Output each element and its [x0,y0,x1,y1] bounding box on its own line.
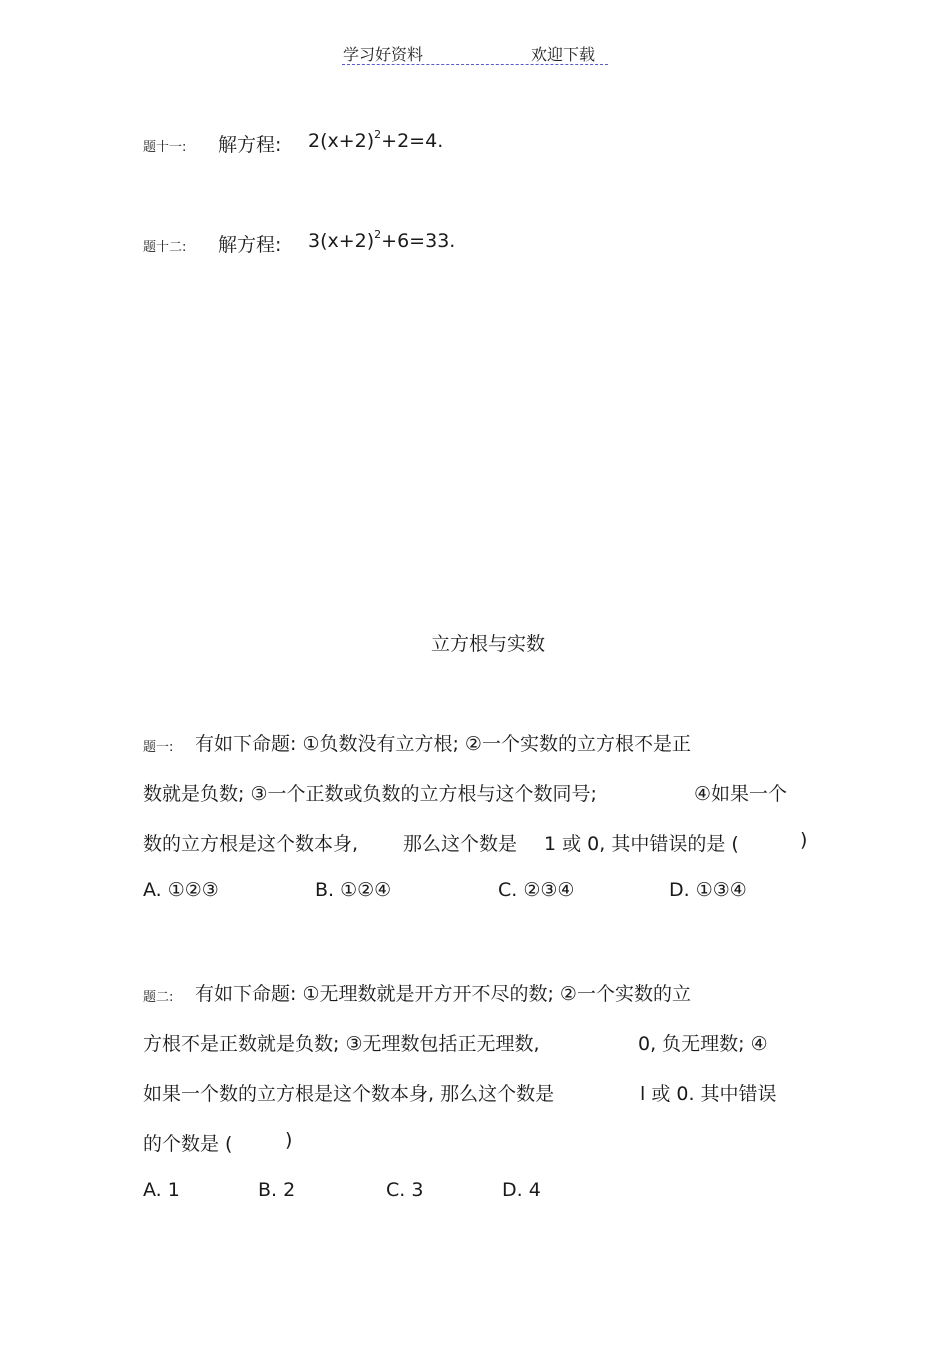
p2-option-d: D. 4 [502,1179,541,1201]
q12-eq-after: +6=33. [381,230,456,252]
p2-option-a: A. 1 [143,1179,180,1201]
q12-equation [308,230,455,252]
q12-label: 题十二: [143,240,187,255]
header-dashed-rule [342,64,608,65]
p2-option-c: C. 3 [386,1179,424,1201]
p2-label: 题二: [143,990,174,1005]
q12-eq-exponent: 2 [374,228,382,241]
p1-label: 题一: [143,740,174,755]
p2-option-b: B. 2 [258,1179,296,1201]
p2-line4a: 的个数是 ( [143,1133,233,1155]
q11-prompt: 解方程: [218,134,282,156]
header-left-text: 学习好资料 [343,45,424,64]
p1-line2a: 数就是负数; ③一个正数或负数的立方根与这个数同号; [143,783,597,805]
p1-option-c: C. ②③④ [498,879,575,901]
q11-eq-after: +2=4. [381,130,444,152]
p1-line3c: 1 或 0, 其中错误的是 ( [544,833,739,855]
p2-line3b: l 或 0. 其中错误 [640,1083,777,1105]
p2-line3a: 如果一个数的立方根是这个数本身, 那么这个数是 [143,1083,555,1105]
q11-eq-exponent: 2 [374,128,382,141]
p2-line1: 有如下命题: ①无理数就是开方开不尽的数; ②一个实数的立 [195,983,691,1005]
q11-eq-before: 2(x+2) [308,130,375,152]
p1-line3b: 那么这个数是 [403,833,518,855]
section-title: 立方根与实数 [430,633,545,655]
p2-line4b: ) [285,1129,293,1151]
p1-line1: 有如下命题: ①负数没有立方根; ②一个实数的立方根不是正 [195,733,691,755]
p1-line3d: ) [800,829,808,851]
p2-line2a: 方根不是正数就是负数; ③无理数包括正无理数, [143,1033,540,1055]
p2-line2b: 0, 负无理数; ④ [638,1033,768,1055]
q11-label: 题十一: [143,140,187,155]
q12-eq-before: 3(x+2) [308,230,375,252]
p1-option-b: B. ①②④ [315,879,392,901]
q12-prompt: 解方程: [218,234,282,256]
header-right-text: 欢迎下载 [531,45,596,64]
p1-line3a: 数的立方根是这个数本身, [143,833,359,855]
p1-option-a: A. ①②③ [143,879,219,901]
q11-equation [308,130,443,152]
p1-option-d: D. ①③④ [669,879,747,901]
p1-line2b: ④如果一个 [694,783,788,805]
